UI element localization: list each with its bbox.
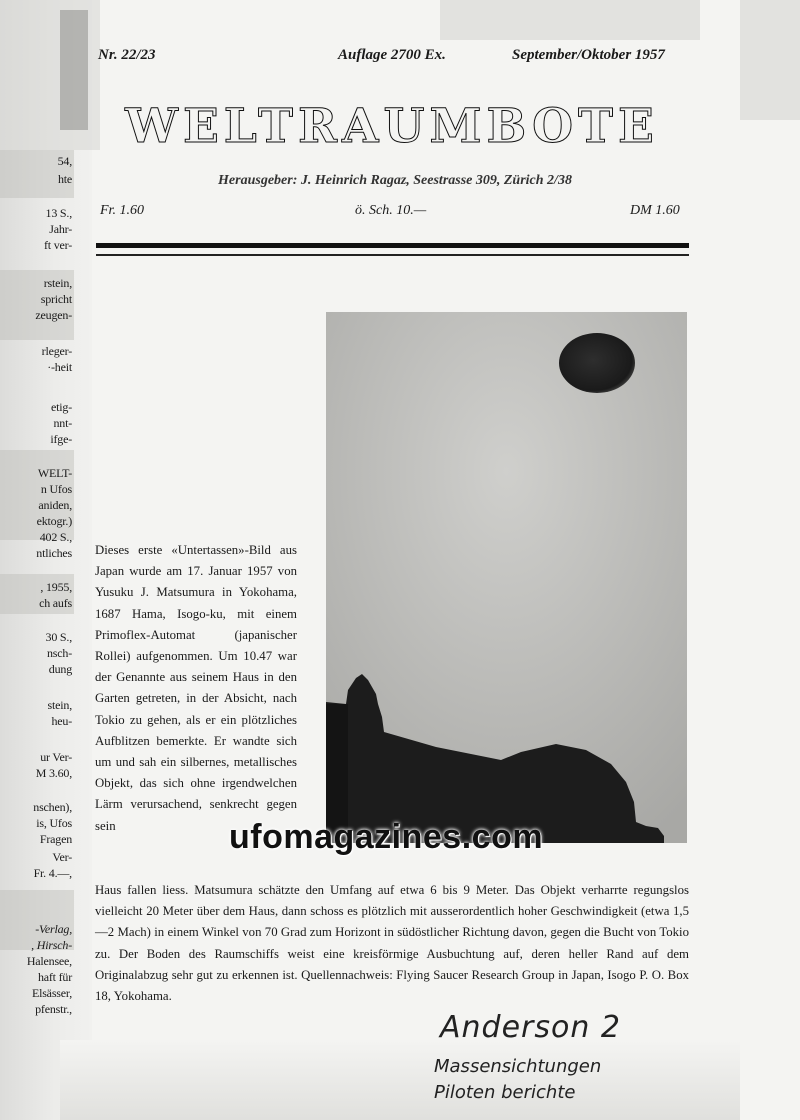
- publisher-line: Herausgeber: J. Heinrich Ragaz, Seestrasse 309, Zürich 2/38: [218, 173, 572, 188]
- left-column-fragment: n Ufos: [40, 482, 72, 496]
- left-column-fragment: aniden,: [38, 498, 72, 512]
- left-column-fragment: Elsässer,: [31, 986, 72, 1000]
- left-column-fragment: ·-heit: [47, 360, 72, 374]
- ufo-photograph: [326, 312, 687, 843]
- left-column-fragment: hte: [57, 172, 72, 186]
- left-column-fragment: ft ver-: [43, 238, 72, 252]
- left-column-fragment: Fr. 4.—,: [33, 866, 72, 880]
- left-column-fragment: 54,: [57, 154, 72, 168]
- left-column-fragment: Ver-: [52, 850, 72, 864]
- left-column-fragment: 13 S.,: [45, 206, 72, 220]
- left-column-fragment: ch aufs: [39, 596, 72, 610]
- left-column-fragment: spricht: [40, 292, 72, 306]
- circulation: Auflage 2700 Ex.: [338, 47, 446, 63]
- left-column-fragment: zeugen-: [35, 308, 72, 322]
- left-column-fragment: rstein,: [43, 276, 72, 290]
- left-column-fragment: , 1955,: [40, 580, 72, 594]
- left-column-fragment: ntliches: [36, 546, 72, 560]
- torn-edge: [60, 10, 88, 130]
- left-column-fragment: dung: [48, 662, 72, 676]
- left-column-fragment: Jahr-: [49, 222, 72, 236]
- left-column-fragment: , Hirsch-: [31, 938, 72, 952]
- handwritten-note-3: Piloten berichte: [434, 1082, 576, 1103]
- left-clipped-column: [0, 150, 74, 1040]
- scan-shadow-top: [440, 0, 700, 40]
- left-column-fragment: is, Ufos: [36, 816, 72, 830]
- masthead-title: WELTRAUMBOTE: [125, 99, 659, 154]
- left-column-fragment: 402 S.,: [39, 530, 72, 544]
- left-column-fragment: nnt-: [53, 416, 72, 430]
- header-rule-thin: [96, 254, 689, 256]
- left-column-fragment: 30 S.,: [45, 630, 72, 644]
- left-column-fragment: ur Ver-: [40, 750, 72, 764]
- left-column-fragment: haft für: [37, 970, 72, 984]
- left-column-fragment: Halensee,: [26, 954, 72, 968]
- article-text-column: Dieses erste «Untertassen»-Bild aus Japan wurde am 17. Januar 1957 von Yusuku J. Matsumura in Yokohama, 1687 Hama, Isogo-ku, mit einem Primoflex-Automat (japanischer Rollei) aufgenommen. Um 10.47 war der Genannte aus seinem Haus in den Garten getreten, in der Absicht, nach Tokio zu gehen, als er ein plötzliches Aufblitzen bemerkte. Er wandte sich um und sah ein silbernes, metallisches Objekt, das sich ohne irgendwelchen Lärm verursachend, senkrecht gegen sein: [95, 543, 297, 833]
- price-dm: DM 1.60: [630, 203, 680, 218]
- left-column-fragment: rleger-: [41, 344, 72, 358]
- left-column-fragment: ifge-: [50, 432, 72, 446]
- price-os: ö. Sch. 10.—: [355, 203, 427, 218]
- ufo-object: [559, 333, 635, 393]
- left-column-fragment: nschen),: [33, 800, 72, 814]
- left-column-fragment: ektogr.): [36, 514, 72, 528]
- left-column-fragment: -Verlag,: [35, 922, 72, 936]
- left-column-fragment: nsch-: [47, 646, 72, 660]
- left-column-fragment: etig-: [51, 400, 72, 414]
- price-fr: Fr. 1.60: [100, 203, 144, 218]
- header-rule-thick: [96, 243, 689, 248]
- article-text-wide: Haus fallen liess. Matsumura schätzte den Umfang auf etwa 6 bis 9 Meter. Das Objekt verharrte regungslos vielleicht 20 Meter über dem Haus, dann schoss es plötzlich mit ausserordentlich hoher Geschwindigkeit (etwa 1,5—2 Mach) in einem Winkel von 70 Grad zum Horizont in südöstlicher Richtung davon, gegen die Bucht von Tokio zu. Der Boden des Raumschiffs weist eine kreisförmige Ausbuchtung auf, deren heller Rand auf dem Originalabzug sehr gut zu erkennen ist. Quellennachweis: Flying Saucer Research Group in Japan, Isogo P. O. Box 18, Yokohama.: [95, 883, 689, 1004]
- scan-shadow-right: [740, 0, 800, 120]
- watermark: ufomagazines.com: [229, 818, 544, 856]
- left-column-fragment: M 3.60,: [35, 766, 72, 780]
- handwritten-note-1: Anderson 2: [440, 1010, 621, 1045]
- left-column-fragment: stein,: [47, 698, 72, 712]
- scan-shadow-bottom: [60, 1040, 740, 1120]
- left-column-fragment: WELT-: [37, 466, 72, 480]
- left-column-fragment: pfenstr.,: [35, 1002, 72, 1016]
- handwritten-note-2: Massensichtungen: [434, 1056, 602, 1077]
- issue-date: September/Oktober 1957: [512, 47, 665, 63]
- issue-number: Nr. 22/23: [98, 47, 156, 63]
- left-column-fragment: Fragen: [39, 832, 72, 846]
- left-column-fragment: heu-: [51, 714, 72, 728]
